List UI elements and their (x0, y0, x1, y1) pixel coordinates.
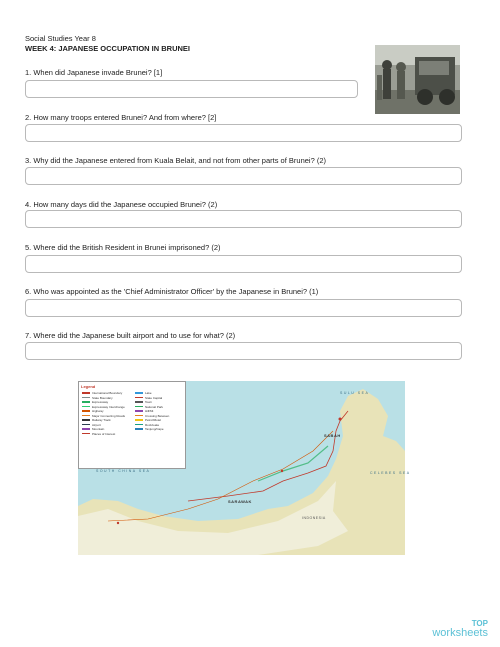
legend-item: Expressway Interchange (82, 405, 132, 410)
legend-item: Highway (82, 409, 132, 414)
legend-item: Airport (82, 423, 132, 428)
question-5: 5. Where did the British Resident in Brunei imprisoned? (2) (25, 243, 221, 252)
question-7: 7. Where did the Japanese built airport and to use for what? (2) (25, 331, 236, 340)
celebes-sea-label: CELEBES SEA (370, 471, 411, 475)
worksheet-title: WEEK 4: JAPANESE OCCUPATION IN BRUNEI (25, 44, 191, 53)
question-4: 4. How many days did the Japanese occupied Brunei? (2) (25, 200, 218, 209)
answer-box-3[interactable] (25, 167, 462, 185)
question-2: 2. How many troops entered Brunei? And from where? [2] (25, 113, 217, 122)
legend-item: State Boundary (82, 396, 132, 401)
sulu-sea-label: SULU SEA (340, 391, 370, 395)
legend-item: State Capital (135, 396, 185, 401)
answer-box-5[interactable] (25, 255, 462, 273)
legend-item: Places of Interest (82, 432, 132, 437)
legend-item: Rock/Lake (135, 423, 185, 428)
legend-item: Tanjung/Cape (135, 427, 185, 432)
question-1: 1. When did Japanese invade Brunei? [1] (25, 68, 163, 77)
legend-item: Petrol/Motel (135, 418, 185, 423)
question-6: 6. Who was appointed as the 'Chief Administrator Officer' by the Japanese in Brunei? (1) (25, 287, 319, 296)
sarawak-label: SARAWAK (228, 499, 252, 504)
legend-item: Crossing Between (135, 414, 185, 419)
legend-item: Town (135, 400, 185, 405)
legend-item: Expressway (82, 400, 132, 405)
answer-box-7[interactable] (25, 342, 462, 360)
legend-item: Railway Track (82, 418, 132, 423)
answer-box-1[interactable] (25, 80, 358, 98)
legend-item: Mountain (82, 427, 132, 432)
subject-heading: Social Studies Year 8 (25, 34, 96, 43)
question-3: 3. Why did the Japanese entered from Kuala Belait, and not from other parts of Brunei? (2) (25, 156, 326, 165)
legend-item: Hill/Mt (135, 409, 185, 414)
answer-box-4[interactable] (25, 210, 462, 228)
map-legend (78, 381, 186, 469)
sabah-label: SABAH (324, 433, 341, 438)
legend-item: International Boundary (82, 391, 132, 396)
legend-title: Legend (81, 384, 96, 389)
legend-item: Major Connecting Roads (82, 414, 132, 419)
soldiers-photo (375, 45, 460, 114)
topworksheets-logo: TOP worksheets (432, 619, 488, 639)
indonesia-label: INDONESIA (302, 516, 326, 520)
legend-item: Lake (135, 391, 185, 396)
answer-box-6[interactable] (25, 299, 462, 317)
malaysia-borneo-map (78, 381, 411, 555)
south-china-sea-label: SOUTH CHINA SEA (96, 469, 151, 473)
answer-box-2[interactable] (25, 124, 462, 142)
legend-item: National Park (135, 405, 185, 410)
